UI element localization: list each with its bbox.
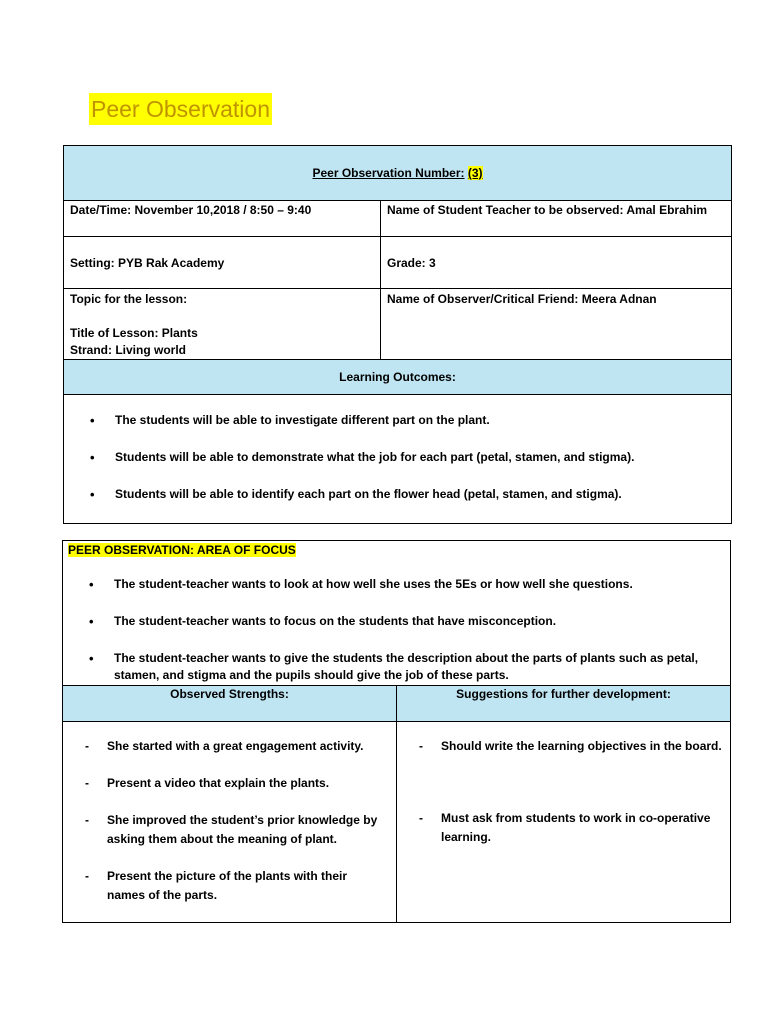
setting-label: Setting: <box>70 255 115 270</box>
date-time-cell <box>64 201 381 237</box>
list-item: - Present the picture of the plants with their names of the parts. <box>63 867 388 905</box>
lesson-title-label: Title of Lesson: <box>70 326 159 340</box>
grade-value: 3 <box>429 255 436 270</box>
list-item: • Students will be able to demonstrate what the job for each part (petal, stamen, and stigma). <box>64 449 731 466</box>
list-item: - Should write the learning objectives in the board. <box>397 737 722 756</box>
list-item: • The students will be able to investigate different part on the plant. <box>64 412 731 429</box>
strand-label: Strand: <box>70 343 112 357</box>
area-of-focus-list <box>63 558 730 684</box>
date-time-value: November 10,2018 / 8:50 – 9:40 <box>134 203 312 217</box>
suggestions-heading: Suggestions for further development: <box>456 687 671 701</box>
setting-cell <box>64 237 381 289</box>
learning-outcomes-cell <box>64 395 732 524</box>
observation-number-label: Peer Observation Number: <box>312 166 465 180</box>
suggestions-cell <box>397 722 731 923</box>
learning-outcomes-header <box>64 360 732 395</box>
learning-outcomes-heading: Learning Outcomes: <box>339 370 456 384</box>
strengths-heading: Observed Strengths: <box>170 687 289 701</box>
lesson-title-line <box>70 325 374 342</box>
observation-number-value: (3) <box>467 166 483 180</box>
strand-value: Living world <box>115 343 187 357</box>
strengths-cell <box>63 722 397 923</box>
grade-cell <box>381 237 732 289</box>
student-teacher-value: Amal Ebrahim <box>626 203 708 217</box>
list-item: - Must ask from students to work in co-operative learning. <box>397 809 722 847</box>
list-item: • The student-teacher wants to give the students the description about the parts of plants such as petal, stamen, and stigma and the pupils should give the job of these parts. <box>63 650 720 684</box>
strengths-list <box>63 722 396 905</box>
strengths-header <box>63 686 397 722</box>
setting-value: PYB Rak Academy <box>118 255 225 270</box>
lesson-title-value: Plants <box>161 326 198 340</box>
grade-label: Grade: <box>387 255 426 270</box>
observer-value: Meera Adnan <box>581 292 657 306</box>
suggestions-header <box>397 686 731 722</box>
date-time-label: Date/Time: <box>70 203 132 217</box>
list-item: - She improved the student’s prior knowledge by asking them about the meaning of plant. <box>63 811 388 849</box>
list-item: • The student-teacher wants to look at how well she uses the 5Es or how well she questions. <box>63 576 720 593</box>
list-item: • The student-teacher wants to focus on the students that have misconception. <box>63 613 720 630</box>
student-teacher-label: Name of Student Teacher to be observed: <box>387 203 624 217</box>
list-item: - Present a video that explain the plants. <box>63 774 388 793</box>
observer-cell <box>381 289 732 360</box>
topic-cell <box>64 289 381 360</box>
list-item: • Students will be able to identify each part on the flower head (petal, stamen, and stigma). <box>64 486 731 503</box>
student-teacher-cell <box>381 201 732 237</box>
area-of-focus-table <box>62 540 731 923</box>
page-title: Peer Observation <box>89 93 272 125</box>
observer-label: Name of Observer/Critical Friend: <box>387 292 579 306</box>
list-item: - She started with a great engagement activity. <box>63 737 388 756</box>
area-of-focus-heading: PEER OBSERVATION: AREA OF FOCUS <box>68 543 296 557</box>
topic-label: Topic for the lesson: <box>70 292 188 306</box>
strand-line <box>70 342 374 359</box>
learning-outcomes-list <box>64 395 731 503</box>
suggestions-list <box>397 722 730 847</box>
observation-details-table <box>63 145 732 524</box>
observation-number-header <box>64 146 732 201</box>
area-of-focus-cell <box>63 541 731 686</box>
